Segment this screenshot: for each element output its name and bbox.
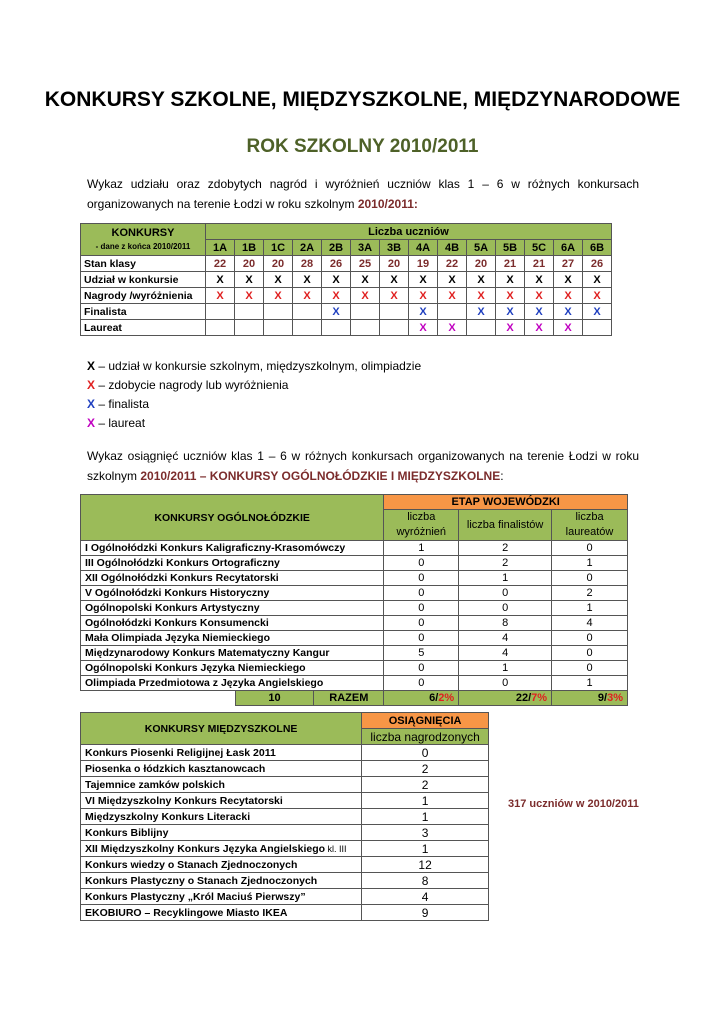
table1-cell: 22 <box>206 256 235 272</box>
table-row <box>81 676 628 691</box>
row-label: Stan klasy <box>81 256 206 272</box>
intro2-highlight: 2010/2011 – KONKURSY OGÓLNOŁÓDZKIE I MIĘDZYSZKOLNE <box>140 469 501 483</box>
contest-name: Międzynarodowy Konkurs Matematyczny Kangur <box>81 646 384 661</box>
table1-row <box>81 288 612 304</box>
finalists-value: 2 <box>459 556 552 571</box>
table1-cell: X <box>438 320 467 336</box>
class-header: 5B <box>496 240 525 256</box>
table-row <box>81 841 489 857</box>
interschool-table <box>80 712 489 921</box>
awarded-value: 4 <box>362 889 489 905</box>
col-finalists: liczba finalistów <box>459 510 552 541</box>
awards-value: 0 <box>384 586 459 601</box>
table1-cell: 20 <box>264 256 293 272</box>
finalists-value: 0 <box>459 676 552 691</box>
contest-name: V Ogólnołódzki Konkurs Historyczny <box>81 586 384 601</box>
contest-name <box>81 809 362 825</box>
table1-cell: X <box>554 304 583 320</box>
legend-mark: X <box>87 359 96 373</box>
awards-value: 0 <box>384 616 459 631</box>
table1-cell: X <box>206 288 235 304</box>
table1-cell: 20 <box>467 256 496 272</box>
sum-laureates-count: 9/ <box>597 692 608 704</box>
table1-cell: X <box>351 288 380 304</box>
table-row <box>81 556 628 571</box>
awarded-value: 9 <box>362 905 489 921</box>
contest-name <box>81 841 362 857</box>
finalists-value: 0 <box>459 601 552 616</box>
table-row <box>81 857 489 873</box>
table1-cell: 20 <box>380 256 409 272</box>
table1-cell <box>206 320 235 336</box>
table-row <box>81 761 489 777</box>
contest-title: Konkurs wiedzy o Stanach Zjednoczonych <box>85 858 298 871</box>
legend-mark: X <box>87 416 96 430</box>
table-row <box>81 873 489 889</box>
sum-awards <box>384 691 459 706</box>
awarded-value: 1 <box>362 841 489 857</box>
table1-cell <box>322 320 351 336</box>
contest-name <box>81 761 362 777</box>
table1-cell: X <box>554 320 583 336</box>
table1-cell <box>235 304 264 320</box>
table1-cell: 25 <box>351 256 380 272</box>
table1-cell: 21 <box>496 256 525 272</box>
col-laureates: liczba laureatów <box>552 510 628 541</box>
awards-value: 0 <box>384 676 459 691</box>
contest-title: Tajemnice zamków polskich <box>85 778 225 791</box>
class-header: 5C <box>525 240 554 256</box>
table-row <box>81 631 628 646</box>
awarded-count-header: liczba nagrodzonych <box>362 729 489 745</box>
table-row <box>81 777 489 793</box>
class-header: 3A <box>351 240 380 256</box>
table1-cell <box>438 304 467 320</box>
sum-finalists <box>459 691 552 706</box>
page-title: KONKURSY SZKOLNE, MIĘDZYSZKOLNE, MIĘDZYNARODOWE <box>44 88 681 111</box>
contest-name <box>81 905 362 921</box>
contest-note: kl. III <box>325 843 347 854</box>
contest-name: Ogólnołódzki Konkurs Konsumencki <box>81 616 384 631</box>
intro2-text: Wykaz osiągnięć uczniów klas 1 – 6 w różnych konkursach organizowanych na terenie Łodzi w roku szkolnym <box>87 449 639 483</box>
table1-cell: X <box>583 272 612 288</box>
laureates-value: 0 <box>552 631 628 646</box>
table1-cell: X <box>496 288 525 304</box>
finalists-value: 4 <box>459 646 552 661</box>
sum-laureates <box>552 691 628 706</box>
contest-name: Ogólnopolski Konkurs Języka Niemieckiego <box>81 661 384 676</box>
class-header: 5A <box>467 240 496 256</box>
table1-cell: 20 <box>235 256 264 272</box>
students-count-header: Liczba uczniów <box>206 224 612 240</box>
table1-cell: X <box>467 304 496 320</box>
table1-cell: X <box>235 272 264 288</box>
table1-cell: X <box>438 288 467 304</box>
awarded-value: 3 <box>362 825 489 841</box>
laureates-value: 4 <box>552 616 628 631</box>
table-row <box>81 601 628 616</box>
table1-cell <box>293 320 322 336</box>
table1-row <box>81 304 612 320</box>
table1-cell <box>583 320 612 336</box>
table-row <box>81 586 628 601</box>
table1-cell: X <box>583 288 612 304</box>
table1-cell: X <box>293 288 322 304</box>
table1-cell: X <box>351 272 380 288</box>
finalists-value: 1 <box>459 571 552 586</box>
class-header: 4B <box>438 240 467 256</box>
table1-cell: 26 <box>322 256 351 272</box>
table1-row <box>81 272 612 288</box>
class-header: 6A <box>554 240 583 256</box>
table1-cell: X <box>525 304 554 320</box>
table-row <box>81 809 489 825</box>
table1-cell: X <box>525 288 554 304</box>
table1-cell: 22 <box>438 256 467 272</box>
table-row <box>81 793 489 809</box>
table1-cell: X <box>293 272 322 288</box>
table1-row <box>81 320 612 336</box>
class-header: 1C <box>264 240 293 256</box>
legend-text: – laureat <box>95 416 146 430</box>
legend-text: – udział w konkursie szkolnym, międzyszkolnym, olimpiadzie <box>95 359 422 373</box>
intro-paragraph <box>87 174 639 214</box>
city-contests-table <box>80 494 628 706</box>
contest-title: EKOBIURO – Recyklingowe Miasto IKEA <box>85 906 288 919</box>
contest-title: Konkurs Plastyczny „Król Maciuś Pierwszy” <box>85 890 306 903</box>
table1-cell: X <box>554 272 583 288</box>
table1-row <box>81 256 612 272</box>
legend-mark: X <box>87 397 96 411</box>
awards-value: 0 <box>384 556 459 571</box>
table1-cell <box>206 304 235 320</box>
table-row <box>81 889 489 905</box>
contest-name: Ogólnopolski Konkurs Artystyczny <box>81 601 384 616</box>
table-row <box>81 661 628 676</box>
konkursy-header <box>81 224 206 256</box>
sum-laureates-percent: 3% <box>607 692 623 704</box>
awards-value: 1 <box>384 541 459 556</box>
stage-header: ETAP WOJEWÓDZKI <box>384 495 628 510</box>
table1-cell: X <box>467 288 496 304</box>
laureates-value: 0 <box>552 571 628 586</box>
konkursy-label: KONKURSY <box>111 226 175 239</box>
class-header: 4A <box>409 240 438 256</box>
table1-cell: X <box>583 304 612 320</box>
laureates-value: 0 <box>552 646 628 661</box>
contest-name <box>81 857 362 873</box>
contest-name <box>81 777 362 793</box>
city-header: KONKURSY OGÓLNOŁÓDZKIE <box>81 495 384 541</box>
contest-name <box>81 825 362 841</box>
legend-mark: X <box>87 378 96 392</box>
awards-value: 0 <box>384 661 459 676</box>
table1-cell: X <box>322 272 351 288</box>
laureates-value: 2 <box>552 586 628 601</box>
table1-cell: X <box>496 272 525 288</box>
contest-name <box>81 793 362 809</box>
contest-name: I Ogólnołódzki Konkurs Kaligraficzny-Krasomówczy <box>81 541 384 556</box>
intro-year: 2010/2011: <box>357 197 418 211</box>
table1-cell: X <box>235 288 264 304</box>
sum-awards-percent: 2% <box>438 692 455 704</box>
table1-cell: X <box>380 288 409 304</box>
table1-cell: X <box>525 272 554 288</box>
laureates-value: 1 <box>552 556 628 571</box>
table1-cell: 19 <box>409 256 438 272</box>
finalists-value: 8 <box>459 616 552 631</box>
table1-cell: X <box>496 320 525 336</box>
table1-cell <box>351 320 380 336</box>
row-label: Udział w konkursie <box>81 272 206 288</box>
row-label: Laureat <box>81 320 206 336</box>
table1-cell: X <box>438 272 467 288</box>
table1-cell <box>293 304 322 320</box>
contest-name <box>81 889 362 905</box>
legend <box>87 357 421 433</box>
sum-row <box>81 691 628 706</box>
row-label: Finalista <box>81 304 206 320</box>
table1-header-row <box>81 224 612 240</box>
table1-cell <box>351 304 380 320</box>
class-header: 3B <box>380 240 409 256</box>
table1-cell: X <box>409 320 438 336</box>
legend-text: – zdobycie nagrody lub wyróżnienia <box>95 378 289 392</box>
interschool-header: KONKURSY MIĘDZYSZKOLNE <box>81 713 362 745</box>
legend-item <box>87 395 421 414</box>
row-label: Nagrody /wyróżnienia <box>81 288 206 304</box>
table-row <box>81 825 489 841</box>
awards-value: 0 <box>384 601 459 616</box>
achievements-header: OSIĄGNIĘCIA <box>362 713 489 729</box>
class-header: 2B <box>322 240 351 256</box>
table1-cell: X <box>322 304 351 320</box>
students-total-note: 317 uczniów w 2010/2011 <box>508 798 639 810</box>
legend-text: – finalista <box>95 397 150 411</box>
table1-cell <box>467 320 496 336</box>
table1-cell: X <box>380 272 409 288</box>
konkursy-sublabel: - dane z końca 2010/2011 <box>95 241 191 251</box>
table-row <box>81 541 628 556</box>
table3-header-row <box>81 713 489 729</box>
contest-name <box>81 745 362 761</box>
sum-label: RAZEM <box>314 691 384 706</box>
awarded-value: 12 <box>362 857 489 873</box>
awarded-value: 1 <box>362 809 489 825</box>
table1-cell: 21 <box>525 256 554 272</box>
table1-cell: X <box>264 288 293 304</box>
table1-cell: X <box>264 272 293 288</box>
class-header: 2A <box>293 240 322 256</box>
table1-cell <box>264 320 293 336</box>
awards-value: 0 <box>384 571 459 586</box>
finalists-value: 4 <box>459 631 552 646</box>
table1-cell: 26 <box>583 256 612 272</box>
intro2-tail: : <box>500 469 504 483</box>
awards-value: 5 <box>384 646 459 661</box>
contest-title: Konkurs Plastyczny o Stanach Zjednoczonych <box>85 874 318 887</box>
awarded-value: 8 <box>362 873 489 889</box>
awarded-value: 0 <box>362 745 489 761</box>
intro-text: Wykaz udziału oraz zdobytych nagród i wyróżnień uczniów klas 1 – 6 w różnych konkursach organizowanych na terenie Łodzi w roku szkolnym <box>87 177 639 211</box>
contest-title: VI Międzyszkolny Konkurs Recytatorski <box>85 794 283 807</box>
table1-cell: X <box>467 272 496 288</box>
legend-item <box>87 376 421 395</box>
table-row <box>81 646 628 661</box>
table1-cell: X <box>496 304 525 320</box>
class-header: 1B <box>235 240 264 256</box>
sum-spacer <box>81 691 236 706</box>
table-row <box>81 905 489 921</box>
awarded-value: 1 <box>362 793 489 809</box>
class-header: 6B <box>583 240 612 256</box>
table1-cell <box>380 304 409 320</box>
table1-cell <box>264 304 293 320</box>
table1-cell: X <box>409 272 438 288</box>
legend-item <box>87 357 421 376</box>
table1-cell <box>235 320 264 336</box>
table1-cell: 28 <box>293 256 322 272</box>
finalists-value: 0 <box>459 586 552 601</box>
awards-value: 0 <box>384 631 459 646</box>
table2-header-row <box>81 495 628 510</box>
sum-finalists-count: 22/ <box>515 692 532 704</box>
participation-table <box>80 223 612 336</box>
legend-item <box>87 414 421 433</box>
awarded-value: 2 <box>362 777 489 793</box>
laureates-value: 0 <box>552 661 628 676</box>
table1-cell: 27 <box>554 256 583 272</box>
contest-name: XII Ogólnołódzki Konkurs Recytatorski <box>81 571 384 586</box>
page-subtitle: ROK SZKOLNY 2010/2011 <box>246 136 479 157</box>
contest-name <box>81 873 362 889</box>
contest-title: Międzyszkolny Konkurs Literacki <box>85 810 251 823</box>
sum-count: 10 <box>235 691 314 706</box>
intro2-paragraph <box>87 446 639 486</box>
laureates-value: 1 <box>552 676 628 691</box>
table1-cell: X <box>206 272 235 288</box>
table1-cell: X <box>322 288 351 304</box>
table1-cell <box>380 320 409 336</box>
table1-cell: X <box>409 288 438 304</box>
contest-name: Mała Olimpiada Języka Niemieckiego <box>81 631 384 646</box>
laureates-value: 1 <box>552 601 628 616</box>
col-awards: liczba wyróżnień <box>384 510 459 541</box>
finalists-value: 1 <box>459 661 552 676</box>
contest-title: XII Międzyszkolny Konkurs Języka Angielskiego <box>85 842 326 855</box>
sum-awards-count: 6/ <box>429 692 439 704</box>
table1-cell: X <box>525 320 554 336</box>
awarded-value: 2 <box>362 761 489 777</box>
contest-name: Olimpiada Przedmiotowa z Języka Angielskiego <box>81 676 384 691</box>
table1-cell: X <box>554 288 583 304</box>
contest-title: Piosenka o łódzkich kasztanowcach <box>85 762 266 775</box>
laureates-value: 0 <box>552 541 628 556</box>
table-row <box>81 571 628 586</box>
table1-cell: X <box>409 304 438 320</box>
contest-name: III Ogólnołódzki Konkurs Ortograficzny <box>81 556 384 571</box>
sum-finalists-percent: 7% <box>531 692 548 704</box>
class-header: 1A <box>206 240 235 256</box>
contest-title: Konkurs Biblijny <box>85 826 169 839</box>
finalists-value: 2 <box>459 541 552 556</box>
table-row <box>81 745 489 761</box>
table-row <box>81 616 628 631</box>
contest-title: Konkurs Piosenki Religijnej Łask 2011 <box>85 746 276 759</box>
